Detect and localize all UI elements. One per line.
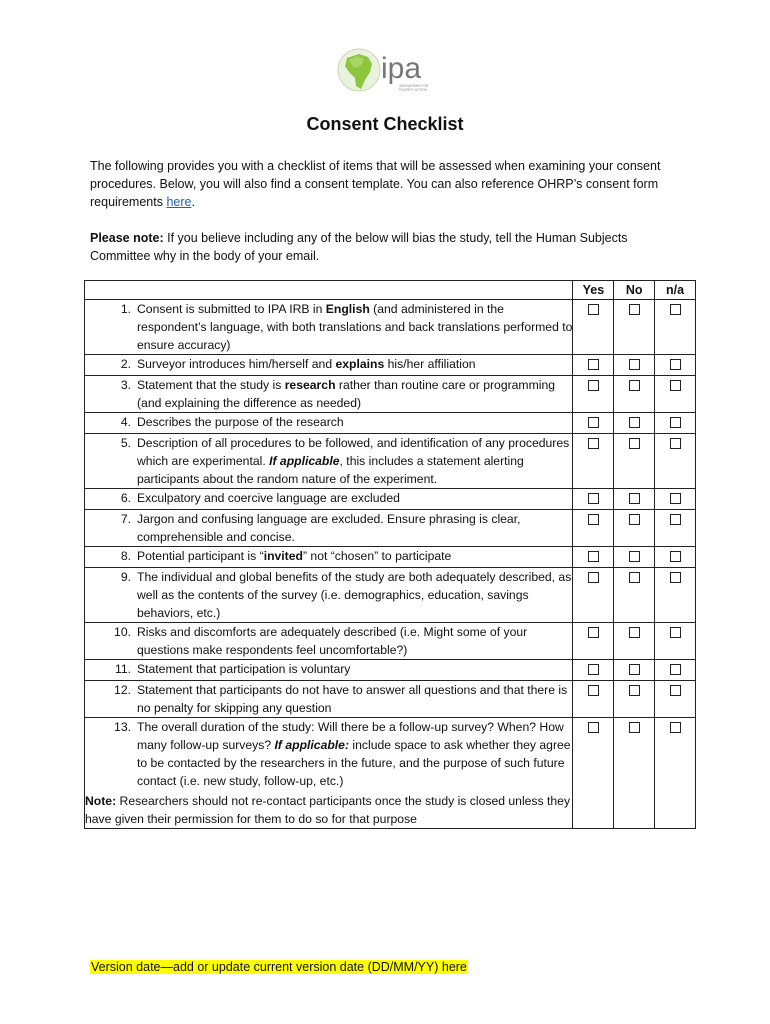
na-checkbox[interactable] <box>670 514 681 525</box>
checklist-item <box>85 355 573 376</box>
item-number: 8. <box>120 549 131 563</box>
checklist-row <box>85 623 696 660</box>
na-cell <box>655 413 696 434</box>
no-checkbox[interactable] <box>629 380 640 391</box>
no-cell <box>614 300 655 355</box>
item-header <box>85 281 573 300</box>
na-cell <box>655 660 696 681</box>
yes-cell <box>573 681 614 718</box>
na-cell <box>655 623 696 660</box>
yes-checkbox[interactable] <box>588 551 599 562</box>
item-text-pre: Statement that participants do not have to answer all questions and that there is no penalty for skipping any question <box>137 683 568 715</box>
no-checkbox[interactable] <box>629 493 640 504</box>
na-checkbox[interactable] <box>670 664 681 675</box>
item-number: 1. <box>120 302 131 316</box>
yes-checkbox[interactable] <box>588 627 599 638</box>
no-checkbox[interactable] <box>629 572 640 583</box>
no-cell <box>614 355 655 376</box>
intro-text: The following provides you with a checklist of items that will be assessed when examining your consent procedures. Below, you will also find a consent template. You can also reference OHRP’s consent form requirements <box>90 159 661 209</box>
checklist-row <box>85 510 696 547</box>
yes-cell <box>573 434 614 489</box>
yes-checkbox[interactable] <box>588 685 599 696</box>
researcher-note-text: Researchers should not re-contact participants once the study is closed unless they have given their permission for them to do so for that purpose <box>85 794 571 826</box>
na-cell <box>655 510 696 547</box>
item-text-post: (and administered in the respondent’s language, with both translations and back translations performed to ensure accuracy) <box>137 302 573 352</box>
item-text <box>137 623 572 659</box>
no-checkbox[interactable] <box>629 722 640 733</box>
na-checkbox[interactable] <box>670 551 681 562</box>
item-number: 11. <box>114 662 131 676</box>
item-number: 4. <box>120 415 131 429</box>
na-cell <box>655 376 696 413</box>
yes-cell <box>573 510 614 547</box>
yes-cell <box>573 547 614 568</box>
checklist-row <box>85 681 696 718</box>
item-number: 7. <box>120 512 131 526</box>
no-checkbox[interactable] <box>629 551 640 562</box>
note-label: Please note: <box>90 231 164 245</box>
no-cell <box>614 510 655 547</box>
intro-paragraph <box>90 157 690 211</box>
checklist-row <box>85 568 696 623</box>
item-text <box>137 660 572 678</box>
item-text <box>137 568 572 622</box>
table-header-row <box>85 281 696 300</box>
note-text: If you believe including any of the below will bias the study, tell the Human Subjects Committee why in the body of your email. <box>90 231 628 263</box>
yes-cell <box>573 376 614 413</box>
no-cell <box>614 718 655 829</box>
yes-checkbox[interactable] <box>588 722 599 733</box>
item-text-emphasis: If applicable: <box>274 738 350 752</box>
no-cell <box>614 413 655 434</box>
checklist-row <box>85 434 696 489</box>
na-checkbox[interactable] <box>670 685 681 696</box>
yes-cell <box>573 355 614 376</box>
checklist-item <box>85 623 573 660</box>
item-text-pre: Risks and discomforts are adequately described (i.e. Might some of your questions make respondents feel uncomfortable?) <box>137 625 528 657</box>
no-checkbox[interactable] <box>629 304 640 315</box>
na-checkbox[interactable] <box>670 627 681 638</box>
version-date[interactable]: Version date—add or update current version date (DD/MM/YY) here <box>91 960 467 974</box>
please-note <box>90 229 690 265</box>
checklist-item <box>85 489 573 510</box>
item-number: 2. <box>120 357 131 371</box>
na-checkbox[interactable] <box>670 722 681 733</box>
item-number: 12. <box>114 683 131 697</box>
item-text-post: his/her affiliation <box>384 357 476 371</box>
item-text-pre: Statement that participation is voluntary <box>137 662 351 676</box>
checklist-item <box>85 376 573 413</box>
checklist-item <box>85 718 573 829</box>
na-cell <box>655 300 696 355</box>
item-text-emphasis: invited <box>263 549 303 563</box>
yes-checkbox[interactable] <box>588 438 599 449</box>
no-checkbox[interactable] <box>629 664 640 675</box>
item-text-pre: Consent is submitted to IPA IRB in <box>137 302 326 316</box>
item-text <box>137 547 572 565</box>
yes-checkbox[interactable] <box>588 417 599 428</box>
checklist-row <box>85 300 696 355</box>
yes-header: Yes <box>573 281 614 300</box>
yes-checkbox[interactable] <box>588 664 599 675</box>
no-checkbox[interactable] <box>629 417 640 428</box>
item-text <box>137 413 572 431</box>
page-title: Consent Checklist <box>306 114 464 134</box>
item-text-pre: Description of all procedures to be followed, and identification of any procedures which are experimental. <box>137 436 570 468</box>
item-text <box>137 510 572 546</box>
na-cell <box>655 355 696 376</box>
no-checkbox[interactable] <box>629 685 640 696</box>
item-text-post: include space to ask whether they agree to be contacted by the researchers in the future, and the purpose of such future contact (i.e. new study, follow-up, etc.) <box>137 738 571 788</box>
na-checkbox[interactable] <box>670 304 681 315</box>
checklist-item <box>85 510 573 547</box>
checklist-item <box>85 568 573 623</box>
no-cell <box>614 489 655 510</box>
item-text-post: , this includes a statement alerting participants about the random nature of the experiment. <box>137 454 524 486</box>
item-text-pre: Jargon and confusing language are excluded. Ensure phrasing is clear, comprehensible and concise. <box>137 512 521 544</box>
svg-text:INNOVATIONS FOR: INNOVATIONS FOR <box>399 84 429 88</box>
yes-checkbox[interactable] <box>588 572 599 583</box>
na-checkbox[interactable] <box>670 359 681 370</box>
na-checkbox[interactable] <box>670 493 681 504</box>
no-checkbox[interactable] <box>629 514 640 525</box>
no-cell <box>614 434 655 489</box>
na-cell <box>655 547 696 568</box>
item-text-post: ” not “chosen” to participate <box>302 549 452 563</box>
consent-checklist-table <box>84 280 696 829</box>
yes-cell <box>573 660 614 681</box>
item-text-post: rather than routine care or programming (and explaining the difference as needed) <box>137 378 555 410</box>
no-cell <box>614 376 655 413</box>
item-text-pre: The overall duration of the study: Will there be a follow-up survey? When? How many follow-up surveys? <box>137 720 564 752</box>
yes-checkbox[interactable] <box>588 493 599 504</box>
na-header: n/a <box>655 281 696 300</box>
item-text-emphasis: English <box>325 302 370 316</box>
item-text-pre: Describes the purpose of the research <box>137 415 344 429</box>
item-text <box>137 489 572 507</box>
checklist-row <box>85 718 696 829</box>
checklist-row <box>85 413 696 434</box>
logo-wordmark: ipa <box>381 52 422 85</box>
item-text-pre: Potential participant is “ <box>137 549 264 563</box>
checklist-item <box>85 434 573 489</box>
yes-cell <box>573 489 614 510</box>
na-cell <box>655 434 696 489</box>
checklist-item <box>85 681 573 718</box>
no-cell <box>614 660 655 681</box>
no-cell <box>614 547 655 568</box>
item-text-pre: Exculpatory and coercive language are excluded <box>137 491 400 505</box>
na-checkbox[interactable] <box>670 417 681 428</box>
na-checkbox[interactable] <box>670 572 681 583</box>
researcher-note-label: Note: <box>85 794 117 808</box>
item-number: 3. <box>120 378 131 392</box>
na-checkbox[interactable] <box>670 380 681 391</box>
yes-cell <box>573 413 614 434</box>
item-text-pre: The individual and global benefits of the study are both adequately described, as well as the contents of the survey (i.e. demographics, education, savings behaviors, etc.) <box>137 570 572 620</box>
checklist-row <box>85 489 696 510</box>
item-text <box>137 300 572 354</box>
yes-cell <box>573 300 614 355</box>
no-header: No <box>614 281 655 300</box>
yes-checkbox[interactable] <box>588 304 599 315</box>
checklist-item <box>85 413 573 434</box>
item-text-emphasis: explains <box>335 357 385 371</box>
na-cell <box>655 681 696 718</box>
item-number: 5. <box>120 436 131 450</box>
item-text-pre: Statement that the study is <box>137 378 285 392</box>
ipa-logo <box>337 42 437 97</box>
yes-checkbox[interactable] <box>588 514 599 525</box>
yes-cell <box>573 623 614 660</box>
checklist-row <box>85 355 696 376</box>
na-cell <box>655 489 696 510</box>
item-number: 6. <box>120 491 131 505</box>
checklist-item <box>85 547 573 568</box>
no-checkbox[interactable] <box>629 438 640 449</box>
item-text <box>137 681 572 717</box>
checklist-row <box>85 547 696 568</box>
no-cell <box>614 623 655 660</box>
item-text <box>137 434 572 488</box>
no-checkbox[interactable] <box>629 627 640 638</box>
na-cell <box>655 718 696 829</box>
item-text <box>137 376 572 412</box>
na-cell <box>655 568 696 623</box>
item-text-pre: Surveyor introduces him/herself and <box>137 357 336 371</box>
no-cell <box>614 568 655 623</box>
checklist-item <box>85 660 573 681</box>
item-number: 10. <box>114 625 131 639</box>
checklist-row <box>85 376 696 413</box>
checklist-item <box>85 300 573 355</box>
africa-globe-icon <box>337 42 437 97</box>
yes-checkbox[interactable] <box>588 380 599 391</box>
yes-cell <box>573 718 614 829</box>
na-checkbox[interactable] <box>670 438 681 449</box>
item-text <box>137 718 572 790</box>
no-cell <box>614 681 655 718</box>
item-text <box>137 355 572 373</box>
yes-cell <box>573 568 614 623</box>
no-checkbox[interactable] <box>629 359 640 370</box>
researcher-note <box>85 792 572 828</box>
item-number: 9. <box>120 570 131 584</box>
intro-end: . <box>191 195 195 209</box>
svg-text:POVERTY ACTION: POVERTY ACTION <box>399 88 427 92</box>
item-number: 13. <box>114 720 131 734</box>
yes-checkbox[interactable] <box>588 359 599 370</box>
checklist-row <box>85 660 696 681</box>
ohrp-requirements-link[interactable]: here <box>166 195 192 209</box>
item-text-emphasis: research <box>284 378 336 392</box>
item-text-emphasis: If applicable <box>269 454 340 468</box>
